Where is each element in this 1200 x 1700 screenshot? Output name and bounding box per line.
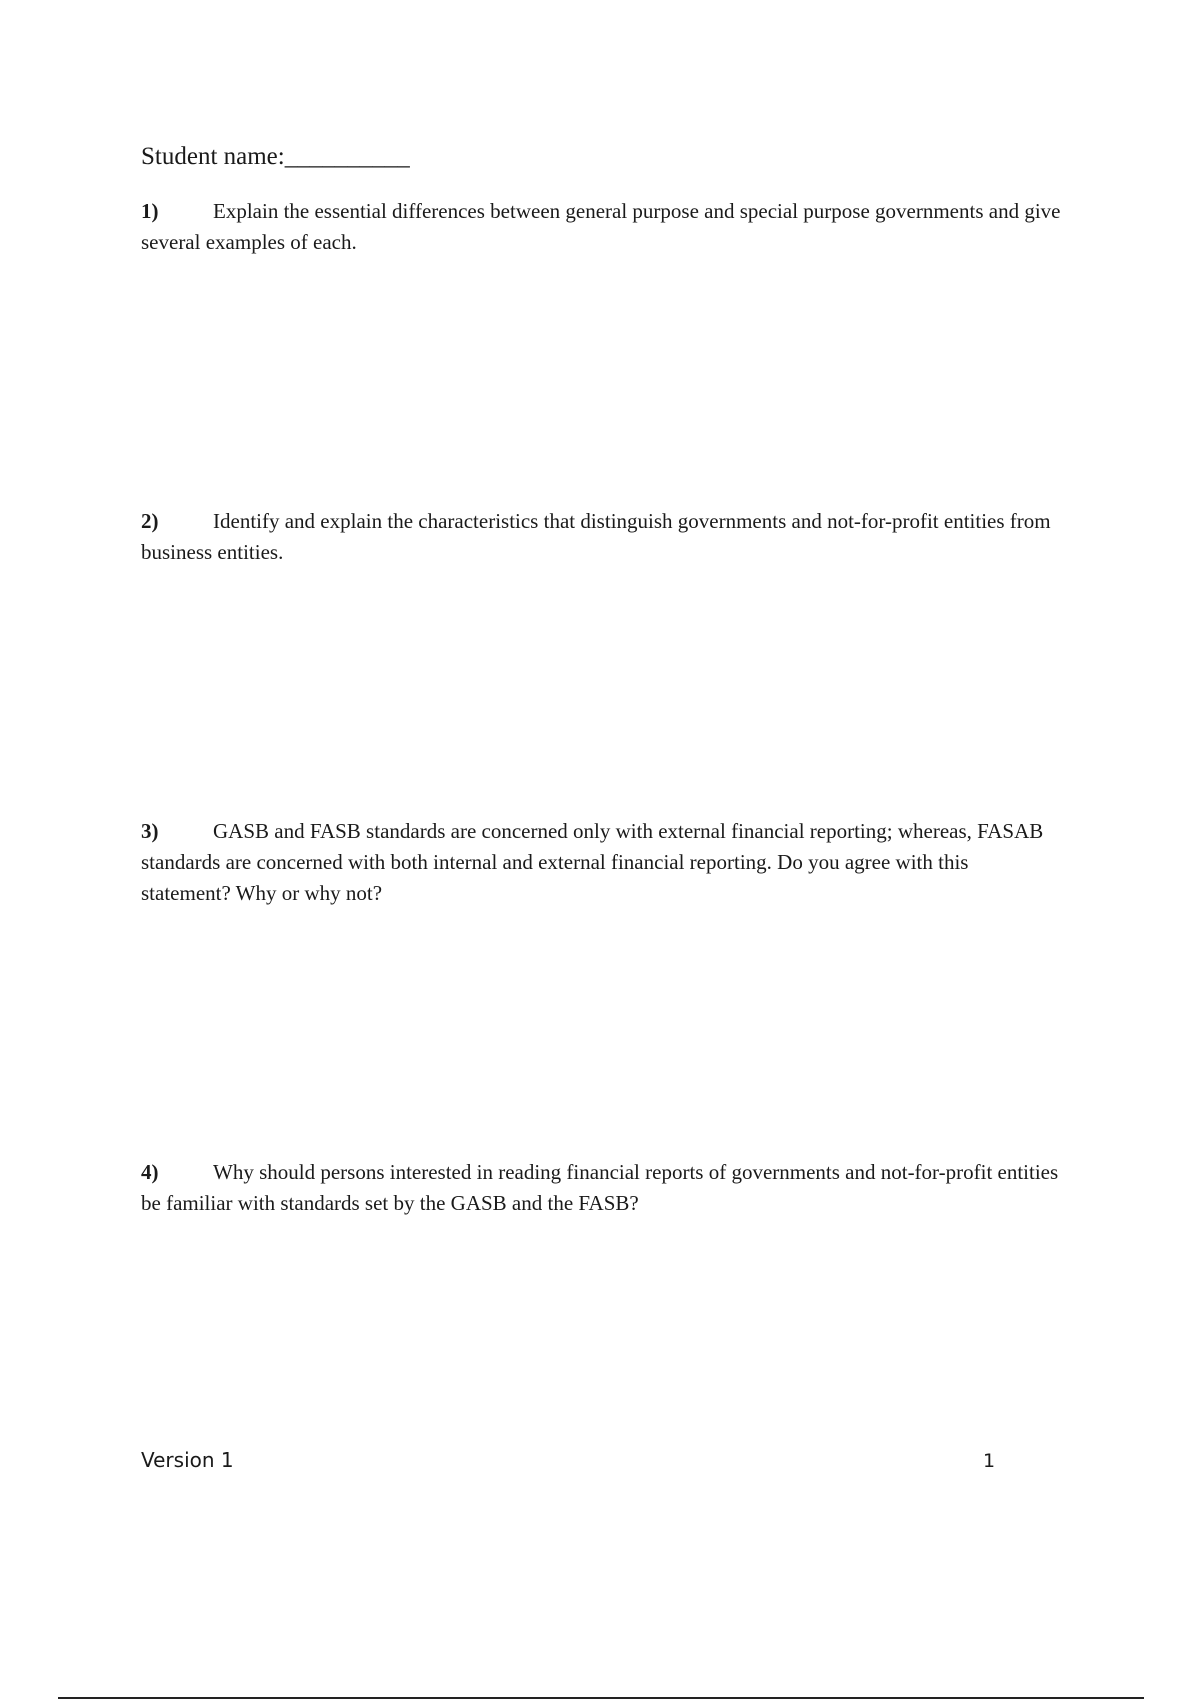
student-name-label: Student name:__________ bbox=[141, 143, 410, 170]
page-number: 1 bbox=[983, 1450, 996, 1472]
question-number: 4) bbox=[141, 1160, 159, 1184]
question-number: 2) bbox=[141, 509, 159, 533]
question-number: 3) bbox=[141, 819, 159, 843]
question-4 bbox=[141, 1157, 1061, 1219]
question-number: 1) bbox=[141, 199, 159, 223]
bottom-divider bbox=[58, 1697, 1144, 1699]
question-text: Identify and explain the characteristics that distinguish governments and not-for-profit entities from business entities. bbox=[141, 509, 1051, 564]
question-1 bbox=[141, 196, 1061, 258]
question-text: GASB and FASB standards are concerned only with external financial reporting; whereas, FASAB standards are concerned with both internal and external financial reporting. Do you agree with this statement? Why or why not? bbox=[141, 819, 1044, 905]
footer-version: Version 1 bbox=[141, 1448, 234, 1472]
question-text: Why should persons interested in reading financial reports of governments and not-for-profit entities be familiar with standards set by the GASB and the FASB? bbox=[141, 1160, 1059, 1215]
question-2 bbox=[141, 506, 1061, 568]
question-text: Explain the essential differences between general purpose and special purpose governments and give several examples of each. bbox=[141, 199, 1061, 254]
question-3 bbox=[141, 816, 1061, 909]
